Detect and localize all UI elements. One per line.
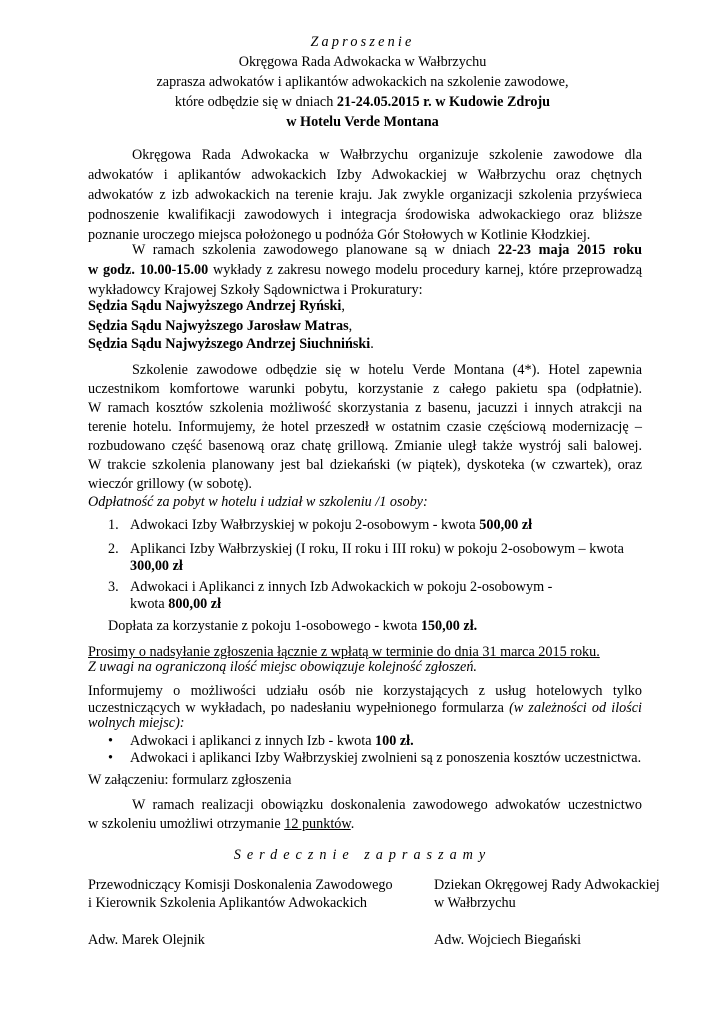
right-signature-name: Adw. Wojciech Biegański <box>434 932 582 948</box>
para2-line-2 <box>88 260 642 280</box>
fee-amount: 500,00 zł <box>479 517 533 533</box>
single-room-fee <box>108 616 477 636</box>
fee-item-2-number: 2. <box>108 541 119 557</box>
separator: , <box>348 318 353 334</box>
fee-text: Adwokaci Izby Wałbrzyskiej w pokoju 2-osobowym - kwota <box>130 517 480 533</box>
header-hotel: w Hotelu Verde Montana <box>286 114 439 130</box>
para3-line: rozbudowano część basenową oraz chatę grillową. Zmianie uległ także wystrój sali balowej. <box>88 438 642 454</box>
header-line-3 <box>0 92 725 112</box>
bullet-item-2: Adwokaci i aplikanci Izby Wałbrzyskiej zwolnieni są z ponoszenia kosztów uczestnictwa. <box>130 750 642 766</box>
judge-name: Sędzia Sądu Najwyższego Andrzej Ryński <box>88 298 342 314</box>
lectures-text: uczestniczących w wykładach, po nadesłaniu wypełnionego formularza <box>88 700 510 716</box>
deadline-note: Z uwagi na ograniczoną ilość miejsc obowiązuje kolejność zgłoszeń. <box>88 659 477 675</box>
judge-3 <box>88 334 374 354</box>
judge-1 <box>88 296 345 316</box>
bullet-icon: • <box>108 750 113 766</box>
lectures-only-line-1: Informujemy o możliwości udziału osób nie korzystających z usług hotelowych tylko <box>88 683 642 699</box>
bullet-text: Adwokaci i aplikanci z innych Izb - kwota <box>130 733 376 749</box>
para1-line: adwokatów z izb adwokackich na terenie kraju. Jak zwykle organizacji szkolenia przyświeca <box>88 187 642 203</box>
header-line-1: Okręgowa Rada Adwokacka w Wałbrzychu <box>238 54 487 70</box>
right-signature-role-2: w Wałbrzychu <box>434 895 516 911</box>
header-line-2: zaprasza adwokatów i aplikantów adwokackich na szkolenie zawodowe, <box>156 74 569 90</box>
judge-name: Sędzia Sądu Najwyższego Jarosław Matras <box>88 318 349 334</box>
fee-item-3-amount <box>130 594 221 614</box>
para3-line: uczestnikom komfortowe warunki pobytu, korzystanie z całego pakietu spa (odpłatnie). <box>88 381 642 397</box>
para1-line: poznanie uroczego miejsca położonego u podnóża Gór Stołowych w Kotlinie Kłodzkiej. <box>88 227 591 243</box>
header-dates-prefix: które odbędzie się w dniach <box>174 94 337 110</box>
left-signature-name: Adw. Marek Olejnik <box>88 932 205 948</box>
para3-line: Szkolenie zawodowe odbędzie się w hotelu Verde Montana (4*). Hotel zapewnia <box>132 362 642 378</box>
fee-text: kwota <box>130 596 169 612</box>
fee-amount: 300,00 zł <box>130 558 183 574</box>
deadline-text: Prosimy o nadsyłanie zgłoszenia łącznie z wpłatą w terminie do dnia 31 marca 2015 roku. <box>88 644 600 660</box>
fee-text: Dopłata za korzystanie z pokoju 1-osobowego - kwota <box>108 618 421 634</box>
header-line-4 <box>0 112 725 132</box>
bullet-icon: • <box>108 733 113 749</box>
para1-line: podnoszenie kwalifikacji zawodowych i integracja środowiska adwokackiego oraz bliższe <box>88 207 642 223</box>
bullet-amount: 100 zł. <box>375 733 414 749</box>
fee-amount: 800,00 zł <box>168 596 222 612</box>
para3-line: terenie hotelu. Informujemy, że hotel przeszedł w ostatnim czasie częściową modernizację – <box>88 419 642 435</box>
judge-2 <box>88 316 352 336</box>
lectures-only-line-3: wolnych miejsc): <box>88 715 185 731</box>
fee-item-3-number: 3. <box>108 579 119 595</box>
para2-line-3: wykładowcy Krajowej Szkoły Sądownictwa i Prokuratury: <box>88 282 423 298</box>
fee-item-3: Adwokaci i Aplikanci z innych Izb Adwokackich w pokoju 2-osobowym - <box>130 579 553 595</box>
para2-text: W ramach szkolenia zawodowego planowane są w dniach <box>132 242 498 258</box>
left-signature-role-1: Przewodniczący Komisji Doskonalenia Zawodowego <box>88 877 393 893</box>
fee-item-1-number: 1. <box>108 517 119 533</box>
fee-amount: 150,00 zł. <box>420 618 478 634</box>
lecture-hours: w godz. 10.00-15.00 <box>88 262 209 278</box>
separator: . <box>370 336 374 352</box>
para2-line-1 <box>132 240 642 260</box>
invitation-title: Zaproszenie <box>310 34 415 50</box>
left-signature-role-2: i Kierownik Szkolenia Aplikantów Adwokackich <box>88 895 367 911</box>
lectures-note: (w zależności od ilości <box>509 700 643 716</box>
para1-line: adwokatów i aplikantów adwokackich Izby Adwokackiej w Wałbrzychu oraz chętnych <box>88 167 642 183</box>
para3-line: wieczór grillowy (w sobotę). <box>88 476 252 492</box>
fee-item-2: Aplikanci Izby Wałbrzyskiej (I roku, II roku i III roku) w pokoju 2-osobowym – kwota <box>130 541 624 557</box>
judge-name: Sędzia Sądu Najwyższego Andrzej Siuchniński <box>88 336 371 352</box>
points-count: 12 punktów <box>284 816 351 832</box>
attachment-note: W załączeniu: formularz zgłoszenia <box>88 772 292 788</box>
para2-text: wykłady z zakresu nowego modelu procedury karnej, które przeprowadzą <box>208 262 642 278</box>
lecture-dates: 22-23 maja 2015 roku <box>497 242 642 258</box>
points-line-2 <box>88 814 354 834</box>
closing-text: Serdecznie zapraszamy <box>233 847 492 863</box>
para3-line: W ramach kosztów szkolenia możliwość skorzystania z basenu, jacuzzi i innych atrakcji na <box>88 400 642 416</box>
separator: , <box>341 298 345 314</box>
fee-item-1 <box>130 515 532 535</box>
points-text: . <box>350 816 355 832</box>
para3-line: W trakcie szkolenia planowany jest bal dziekański (w piątek), dyskoteka (w czwartek), oraz <box>88 457 642 473</box>
header-dates: 21-24.05.2015 r. w Kudowie Zdroju <box>336 94 551 110</box>
right-signature-role-1: Dziekan Okręgowej Rady Adwokackiej <box>434 877 660 893</box>
points-text: w szkoleniu umożliwi otrzymanie <box>88 816 285 832</box>
points-line-1: W ramach realizacji obowiązku doskonalenia zawodowego adwokatów uczestnictwo <box>132 797 642 813</box>
fees-heading: Odpłatność za pobyt w hotelu i udział w szkoleniu /1 osoby: <box>88 494 428 510</box>
para1-line: Okręgowa Rada Adwokacka w Wałbrzychu organizuje szkolenie zawodowe dla <box>132 147 642 163</box>
fee-item-2-amount <box>130 556 183 576</box>
